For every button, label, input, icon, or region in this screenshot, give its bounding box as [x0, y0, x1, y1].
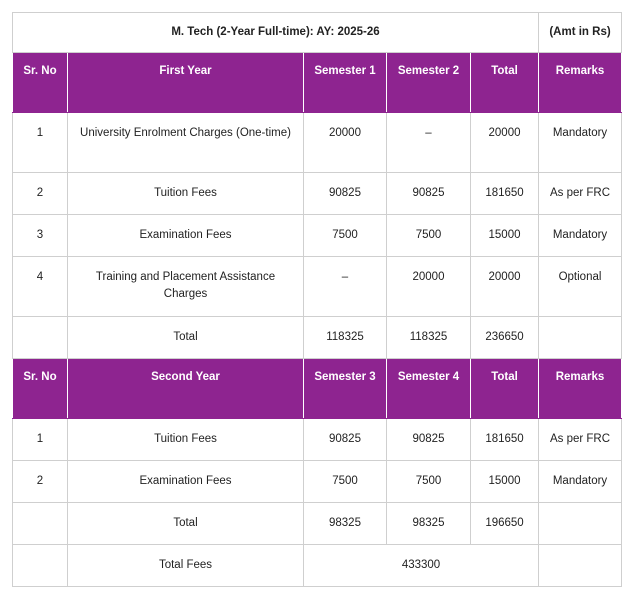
cell-total: 181650 [471, 419, 539, 461]
cell-remarks [539, 503, 622, 545]
cell-particulars: University Enrolment Charges (One-time) [68, 113, 304, 173]
cell-sr-no: 3 [13, 215, 68, 257]
cell-particulars: Tuition Fees [68, 173, 304, 215]
cell-sr-no: 4 [13, 257, 68, 317]
cell-remarks: As per FRC [539, 419, 622, 461]
cell-semester-1: – [304, 257, 387, 317]
first-year-header-row [13, 53, 622, 113]
cell-semester-3: 7500 [304, 461, 387, 503]
cell-sr-no [13, 503, 68, 545]
header-first-year: First Year [68, 53, 304, 113]
cell-semester-1: 20000 [304, 113, 387, 173]
cell-sr-no [13, 545, 68, 587]
cell-total: 15000 [471, 215, 539, 257]
header-semester-3: Semester 3 [304, 359, 387, 419]
total-semester-3: 98325 [304, 503, 387, 545]
fee-table [12, 12, 622, 587]
cell-sr-no: 2 [13, 461, 68, 503]
title-row [13, 13, 622, 53]
cell-sr-no [13, 317, 68, 359]
cell-remarks [539, 545, 622, 587]
cell-sr-no: 1 [13, 113, 68, 173]
cell-remarks [539, 317, 622, 359]
cell-remarks: Mandatory [539, 215, 622, 257]
header-semester-4: Semester 4 [387, 359, 471, 419]
cell-semester-4: 90825 [387, 419, 471, 461]
cell-particulars: Examination Fees [68, 215, 304, 257]
cell-remarks: Mandatory [539, 113, 622, 173]
first-year-total-row [13, 317, 622, 359]
cell-semester-1: 90825 [304, 173, 387, 215]
table-row [13, 215, 622, 257]
cell-total: 181650 [471, 173, 539, 215]
cell-particulars: Training and Placement Assistance Charges [68, 257, 304, 317]
header-second-year: Second Year [68, 359, 304, 419]
total-label: Total [68, 503, 304, 545]
header-sr-no: Sr. No [13, 53, 68, 113]
cell-semester-2: 20000 [387, 257, 471, 317]
cell-remarks: Mandatory [539, 461, 622, 503]
cell-total: 15000 [471, 461, 539, 503]
total-second-year: 196650 [471, 503, 539, 545]
header-total: Total [471, 53, 539, 113]
second-year-total-row [13, 503, 622, 545]
header-sr-no: Sr. No [13, 359, 68, 419]
total-semester-2: 118325 [387, 317, 471, 359]
table-title: M. Tech (2-Year Full-time): AY: 2025-26 [13, 13, 539, 53]
total-semester-1: 118325 [304, 317, 387, 359]
header-remarks: Remarks [539, 359, 622, 419]
currency-note: (Amt in Rs) [539, 13, 622, 53]
second-year-header-row [13, 359, 622, 419]
cell-sr-no: 1 [13, 419, 68, 461]
cell-semester-1: 7500 [304, 215, 387, 257]
total-fees-label: Total Fees [68, 545, 304, 587]
cell-semester-4: 7500 [387, 461, 471, 503]
header-semester-2: Semester 2 [387, 53, 471, 113]
total-fees-value: 433300 [304, 545, 539, 587]
table-row [13, 113, 622, 173]
cell-remarks: As per FRC [539, 173, 622, 215]
cell-semester-2: 90825 [387, 173, 471, 215]
cell-semester-2: – [387, 113, 471, 173]
total-first-year: 236650 [471, 317, 539, 359]
header-remarks: Remarks [539, 53, 622, 113]
total-label: Total [68, 317, 304, 359]
table-row [13, 173, 622, 215]
cell-particulars: Tuition Fees [68, 419, 304, 461]
total-fees-row [13, 545, 622, 587]
table-row [13, 461, 622, 503]
total-semester-4: 98325 [387, 503, 471, 545]
table-row [13, 419, 622, 461]
cell-semester-3: 90825 [304, 419, 387, 461]
table-row [13, 257, 622, 317]
cell-total: 20000 [471, 113, 539, 173]
header-semester-1: Semester 1 [304, 53, 387, 113]
cell-total: 20000 [471, 257, 539, 317]
header-total: Total [471, 359, 539, 419]
cell-particulars: Examination Fees [68, 461, 304, 503]
cell-sr-no: 2 [13, 173, 68, 215]
cell-remarks: Optional [539, 257, 622, 317]
cell-semester-2: 7500 [387, 215, 471, 257]
